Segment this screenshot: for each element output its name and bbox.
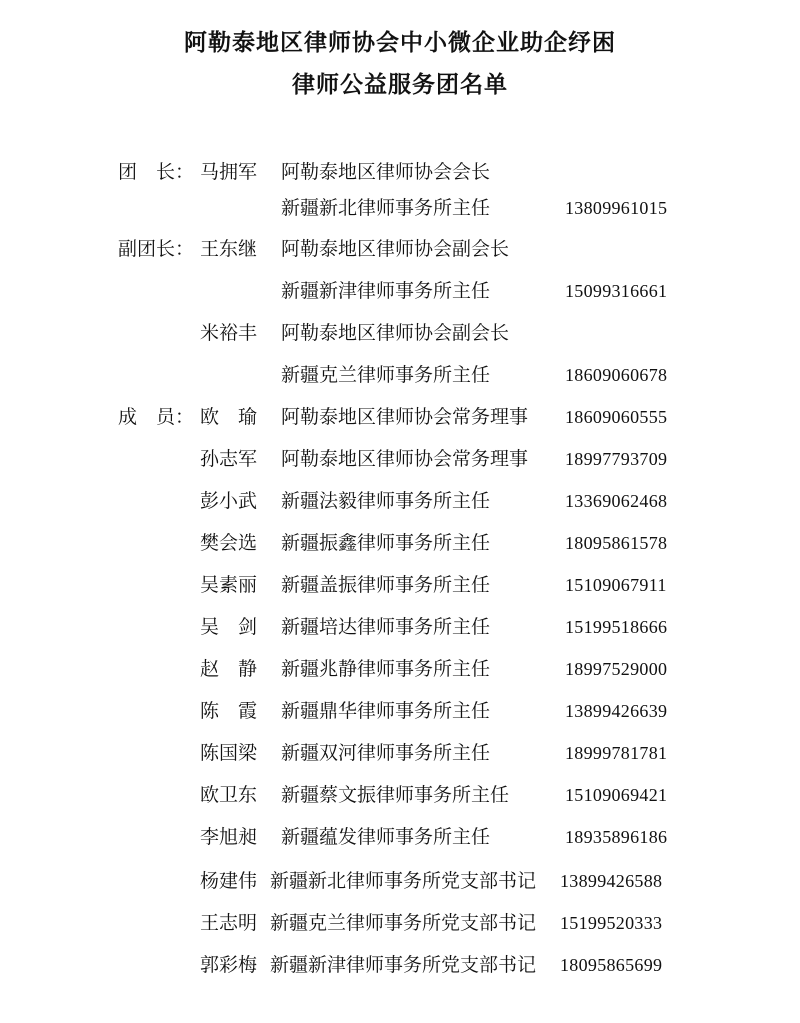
document-subtitle: 律师公益服务团名单 [292, 71, 508, 98]
member-position: 阿勒泰地区律师协会常务理事 [281, 448, 529, 470]
list-item [0, 695, 800, 727]
list-item [0, 907, 800, 939]
role-label: 副团长： [118, 238, 195, 260]
member-phone: 15199518666 [565, 617, 668, 637]
member-name: 李旭昶 [200, 826, 258, 848]
role-label: 团 长： [118, 161, 195, 183]
member-name: 杨建伟 [200, 870, 258, 892]
member-phone: 18935896186 [565, 827, 668, 847]
list-item [0, 192, 800, 224]
list-item [0, 359, 800, 391]
member-phone: 18609060678 [565, 365, 668, 385]
list-item [0, 317, 800, 349]
member-position: 新疆双河律师事务所主任 [281, 742, 491, 764]
list-item [0, 485, 800, 517]
member-position: 新疆盖振律师事务所主任 [281, 574, 491, 596]
member-phone: 13369062468 [565, 491, 668, 511]
list-item [0, 527, 800, 559]
member-phone: 15109069421 [565, 785, 668, 805]
member-position: 新疆新津律师事务所党支部书记 [270, 954, 537, 976]
member-name: 吴素丽 [200, 574, 258, 596]
member-name: 王东继 [200, 238, 258, 260]
member-name: 孙志军 [200, 448, 258, 470]
member-position: 新疆新津律师事务所主任 [281, 280, 491, 302]
member-position: 新疆培达律师事务所主任 [281, 616, 491, 638]
member-name: 陈 霞 [200, 700, 258, 722]
list-item [0, 401, 800, 433]
member-position: 新疆新北律师事务所党支部书记 [270, 870, 537, 892]
member-phone: 15199520333 [560, 913, 663, 933]
member-name: 欧 瑜 [200, 406, 258, 428]
member-phone: 18095861578 [565, 533, 668, 553]
member-name: 马拥军 [200, 161, 258, 183]
member-position: 新疆蔡文振律师事务所主任 [281, 784, 510, 806]
member-position: 新疆振鑫律师事务所主任 [281, 532, 491, 554]
member-position: 新疆兆静律师事务所主任 [281, 658, 491, 680]
member-name: 樊会选 [200, 532, 258, 554]
list-item [0, 949, 800, 981]
document-title: 阿勒泰地区律师协会中小微企业助企纾困 [184, 29, 616, 56]
list-item [0, 737, 800, 769]
member-position: 阿勒泰地区律师协会副会长 [281, 322, 510, 344]
member-phone: 13899426588 [560, 871, 663, 891]
member-phone: 18609060555 [565, 407, 668, 427]
list-item [0, 275, 800, 307]
member-phone: 18999781781 [565, 743, 668, 763]
member-phone: 15099316661 [565, 281, 668, 301]
member-position: 新疆克兰律师事务所党支部书记 [270, 912, 537, 934]
list-item [0, 233, 800, 265]
member-phone: 15109067911 [565, 575, 667, 595]
member-position: 新疆新北律师事务所主任 [281, 197, 491, 219]
member-position: 阿勒泰地区律师协会副会长 [281, 238, 510, 260]
list-item [0, 779, 800, 811]
member-position: 新疆克兰律师事务所主任 [281, 364, 491, 386]
member-name: 郭彩梅 [200, 954, 258, 976]
member-position: 新疆鼎华律师事务所主任 [281, 700, 491, 722]
member-name: 陈国梁 [200, 742, 258, 764]
member-phone: 18095865699 [560, 955, 663, 975]
list-item [0, 865, 800, 897]
member-position: 阿勒泰地区律师协会常务理事 [281, 406, 529, 428]
list-item [0, 156, 800, 188]
list-item [0, 569, 800, 601]
member-position: 阿勒泰地区律师协会会长 [281, 161, 491, 183]
member-position: 新疆蕴发律师事务所主任 [281, 826, 491, 848]
member-phone: 13899426639 [565, 701, 668, 721]
member-phone: 18997529000 [565, 659, 668, 679]
member-phone: 18997793709 [565, 449, 668, 469]
list-item [0, 821, 800, 853]
list-item [0, 611, 800, 643]
list-item [0, 443, 800, 475]
member-name: 欧卫东 [200, 784, 258, 806]
role-label: 成 员： [118, 406, 195, 428]
member-name: 米裕丰 [200, 322, 258, 344]
member-phone: 13809961015 [565, 198, 668, 218]
member-name: 赵 静 [200, 658, 258, 680]
member-name: 王志明 [200, 912, 258, 934]
member-name: 吴 剑 [200, 616, 258, 638]
member-name: 彭小武 [200, 490, 258, 512]
member-position: 新疆法毅律师事务所主任 [281, 490, 491, 512]
list-item [0, 653, 800, 685]
